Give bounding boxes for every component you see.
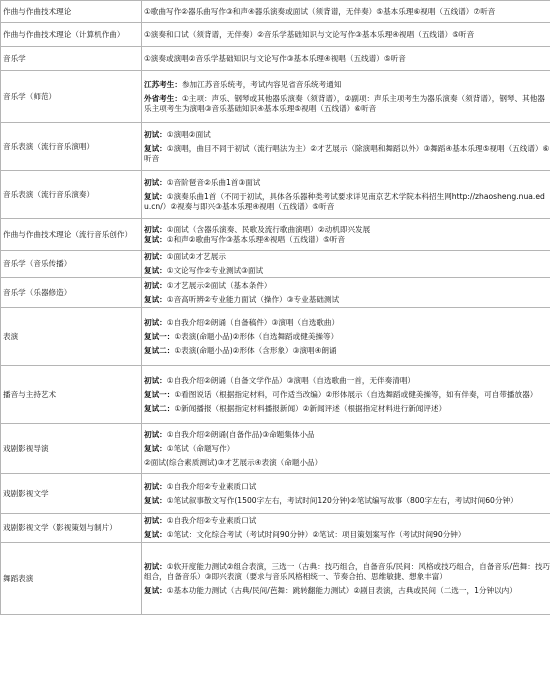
exam-stage-label: 初试： <box>144 516 167 525</box>
exam-stage-label: 初试： <box>144 561 167 571</box>
exam-stage-label: 初试： <box>144 129 167 139</box>
table-row <box>1 514 550 543</box>
requirement-text: ①歌曲写作②器乐曲写作③和声④器乐演奏或面试（须背谱，无伴奏）⑤基本乐理⑥视唱（五线谱）⑦听音 <box>144 6 496 16</box>
requirement-text: ①自我介绍②专业素质口试 <box>166 516 257 525</box>
requirement-text: ①主项：声乐、钢琴或其他器乐演奏（须背谱），②副项：声乐主项考生为器乐演奏（须背谱），钢琴、其他器乐主项考生为演唱③音乐基础知识④基本乐理⑤视唱（五线谱）⑥听音 <box>144 93 545 113</box>
requirement-line <box>144 496 550 506</box>
requirement-text: ①笔试（命题写作） <box>166 443 235 453</box>
requirement-line <box>144 30 550 40</box>
requirement-text: ①新闻播报（根据指定材料播报新闻）②新闻评述（根据指定材料进行新闻评述） <box>174 403 447 413</box>
table-row <box>1 474 550 514</box>
requirement-line <box>144 390 550 400</box>
requirement-text: ①基本功能力测试（古典/民间/芭舞：跳转翻能力测试）②剧目表演，古典或民间（二选一，1分钟以内） <box>166 585 517 595</box>
requirement-line <box>144 80 550 90</box>
table-row <box>1 308 550 366</box>
major-name-cell: 表演 <box>1 308 142 366</box>
exam-stage-label: 初试： <box>144 429 167 439</box>
table-row <box>1 543 550 615</box>
exam-stage-label: 江苏考生： <box>144 79 182 89</box>
exam-requirements-cell <box>142 171 550 219</box>
requirement-line <box>144 430 550 440</box>
exam-requirements-cell <box>142 123 550 171</box>
exam-stage-label: 外省考生： <box>144 93 182 103</box>
requirement-line <box>144 235 550 245</box>
exam-requirements-cell <box>142 219 550 251</box>
exam-stage-label: 复试一： <box>144 331 175 341</box>
requirement-text: ①音阶琶音②乐曲1首③面试 <box>166 177 261 187</box>
major-name-cell: 戏剧影视文学（影视策划与制片） <box>1 514 142 543</box>
requirement-text: ①自我介绍②朗诵（自备稿件）③演唱（自选歌曲） <box>166 317 340 327</box>
requirement-text: ①面试（含器乐演奏、民歌及流行歌曲演唱）②动机即兴发展 <box>166 224 371 234</box>
exam-requirements-cell <box>142 474 550 514</box>
requirement-line <box>144 94 550 114</box>
exam-requirements-cell <box>142 23 550 47</box>
exam-stage-label: 复试： <box>144 495 167 505</box>
table-row <box>1 366 550 424</box>
table-row <box>1 219 550 251</box>
exam-stage-label: 复试： <box>144 143 167 153</box>
major-name-cell: 舞蹈表演 <box>1 543 142 615</box>
requirement-line <box>144 192 550 212</box>
major-name-cell: 音乐学（师范） <box>1 71 142 123</box>
exam-requirements-cell <box>142 71 550 123</box>
requirement-line <box>144 458 550 468</box>
exam-requirements-cell <box>142 366 550 424</box>
table-row <box>1 71 550 123</box>
requirement-line <box>144 346 550 356</box>
requirement-line <box>144 444 550 454</box>
table-body <box>1 1 550 615</box>
requirement-text: ①笔试叙事散文写作(1500字左右，考试时间120分钟)②笔试编写故事（800字左右，考试时间60分钟） <box>166 495 518 505</box>
exam-requirements-cell <box>142 278 550 308</box>
major-name-cell: 播音与主持艺术 <box>1 366 142 424</box>
requirement-line <box>144 144 550 164</box>
table-row <box>1 171 550 219</box>
requirement-text: 参加江苏音乐统考，考试内容见省音乐统考通知 <box>181 79 342 89</box>
requirement-line <box>144 266 550 276</box>
requirement-line <box>144 281 550 291</box>
table-row <box>1 23 550 47</box>
requirement-text: ①音高听辨②专业能力面试（操作）③专业基础测试 <box>166 294 340 304</box>
requirement-text: ①演唱②面试 <box>166 129 211 139</box>
major-name-cell: 音乐学（乐器修造） <box>1 278 142 308</box>
major-name-cell: 音乐表演（流行音乐演奏） <box>1 171 142 219</box>
exam-stage-label: 初试： <box>144 375 167 385</box>
exam-stage-label: 初试： <box>144 280 167 290</box>
exam-stage-label: 复试： <box>144 191 167 201</box>
exam-requirements-cell <box>142 308 550 366</box>
table-row <box>1 278 550 308</box>
requirement-text: ①看图说话（根据指定材料，可作适当改编）②形体展示（自选舞蹈或健美操等，如有伴奏，可自带播放器） <box>174 389 538 399</box>
requirement-text: ①演奏乐曲1首（不同于初试，具体各乐器种类考试要求详见南京艺术学院本科招生网http://zhaosheng.nua.edu.cn/）②视奏与即兴③基本乐理④视唱（五线谱）⑤听音 <box>144 191 545 211</box>
requirement-text: ①表演(命题小品)②形体（含形象）③演唱④朗诵 <box>174 345 337 355</box>
exam-stage-label: 初试： <box>144 224 167 234</box>
requirement-line <box>144 376 550 386</box>
requirement-line <box>144 225 550 235</box>
requirement-line <box>144 332 550 342</box>
table-row <box>1 123 550 171</box>
requirement-line <box>144 295 550 305</box>
major-name-cell: 作曲与作曲技术理论（流行音乐创作） <box>1 219 142 251</box>
table-row <box>1 251 550 278</box>
exam-stage-label: 复试： <box>144 530 167 539</box>
requirement-text: ①笔试：文化综合考试（考试时间90分钟）②笔试：项目策划案写作（考试时间90分钟） <box>166 530 466 539</box>
table-row <box>1 1 550 23</box>
requirement-text: ①自我介绍②专业素质口试 <box>166 481 257 491</box>
exam-stage-label: 复试： <box>144 234 167 244</box>
requirement-text: ①演奏和口试（须背谱，无伴奏）②音乐学基础知识与文论写作③基本乐理④视唱（五线谱）⑤听音 <box>144 29 475 39</box>
major-name-cell: 戏剧影视导演 <box>1 424 142 474</box>
major-name-cell: 戏剧影视文学 <box>1 474 142 514</box>
requirement-text: ①才艺展示②面试（基本条件） <box>166 280 272 290</box>
major-name-cell: 音乐学（音乐传播） <box>1 251 142 278</box>
major-name-cell: 作曲与作曲技术理论（计算机作曲） <box>1 23 142 47</box>
major-name-cell: 音乐表演（流行音乐演唱） <box>1 123 142 171</box>
requirement-line <box>144 318 550 328</box>
exam-requirements-cell <box>142 47 550 71</box>
requirement-text: ①自我介绍②朗诵（自备文学作品）③演唱（自选歌曲一首，无伴奏清唱） <box>166 375 416 385</box>
requirement-text: ①表演(命题小品)②形体（自选舞蹈或健美操等） <box>174 331 339 341</box>
requirement-line <box>144 530 550 540</box>
major-name-cell: 音乐学 <box>1 47 142 71</box>
exam-stage-label: 复试： <box>144 294 167 304</box>
requirement-line <box>144 252 550 262</box>
exam-requirements-cell <box>142 543 550 615</box>
requirement-line <box>144 586 550 596</box>
table-row <box>1 47 550 71</box>
exam-stage-label: 复试二： <box>144 403 175 413</box>
exam-requirements-cell <box>142 251 550 278</box>
requirement-text: ①文论写作②专业测试③面试 <box>166 266 264 275</box>
major-name-cell: 作曲与作曲技术理论 <box>1 1 142 23</box>
exam-stage-label: 初试： <box>144 317 167 327</box>
requirement-text: ②面试(综合素质测试)③才艺展示④表演（命题小品） <box>144 457 323 467</box>
requirement-line <box>144 404 550 414</box>
exam-stage-label: 初试： <box>144 481 167 491</box>
requirement-line <box>144 7 550 17</box>
exam-stage-label: 复试二： <box>144 345 175 355</box>
requirement-line <box>144 516 550 526</box>
requirement-text: ①和声②歌曲写作③基本乐理④视唱（五线谱）⑤听音 <box>166 234 346 244</box>
requirement-text: ①演唱，曲目不同于初试（流行唱法为主）②才艺展示（除演唱和舞蹈以外）③舞蹈④基本乐理⑤视唱（五线谱）⑥听音 <box>144 143 550 163</box>
exam-stage-label: 复试： <box>144 585 167 595</box>
requirement-text: ①演奏或演唱②音乐学基础知识与文论写作③基本乐理④视唱（五线谱）⑤听音 <box>144 53 406 63</box>
exam-requirements-cell <box>142 424 550 474</box>
requirement-text: ①面试②才艺展示 <box>166 252 226 261</box>
requirement-line <box>144 178 550 188</box>
exam-stage-label: 复试： <box>144 443 167 453</box>
table-row <box>1 424 550 474</box>
requirement-line <box>144 130 550 140</box>
requirement-text: ①自我介绍②朗诵(自备作品)③命题集体小品 <box>166 429 315 439</box>
exam-stage-label: 复试： <box>144 266 167 275</box>
exam-requirements-cell <box>142 1 550 23</box>
exam-stage-label: 初试： <box>144 177 167 187</box>
exam-stage-label: 初试： <box>144 252 167 261</box>
requirement-line <box>144 54 550 64</box>
requirement-line <box>144 482 550 492</box>
exam-stage-label: 复试一： <box>144 389 175 399</box>
requirement-line <box>144 562 550 582</box>
requirement-text: ①软开度能力测试②组合表演，三选一（古典：技巧组合，自备音乐/民间：风格或技巧组合，自备音乐/芭舞：技巧组合，自备音乐）③即兴表演（要求与音乐风格相统一、节奏合拍、思维敏捷、想象丰富） <box>144 561 550 581</box>
exam-requirements-cell <box>142 514 550 543</box>
